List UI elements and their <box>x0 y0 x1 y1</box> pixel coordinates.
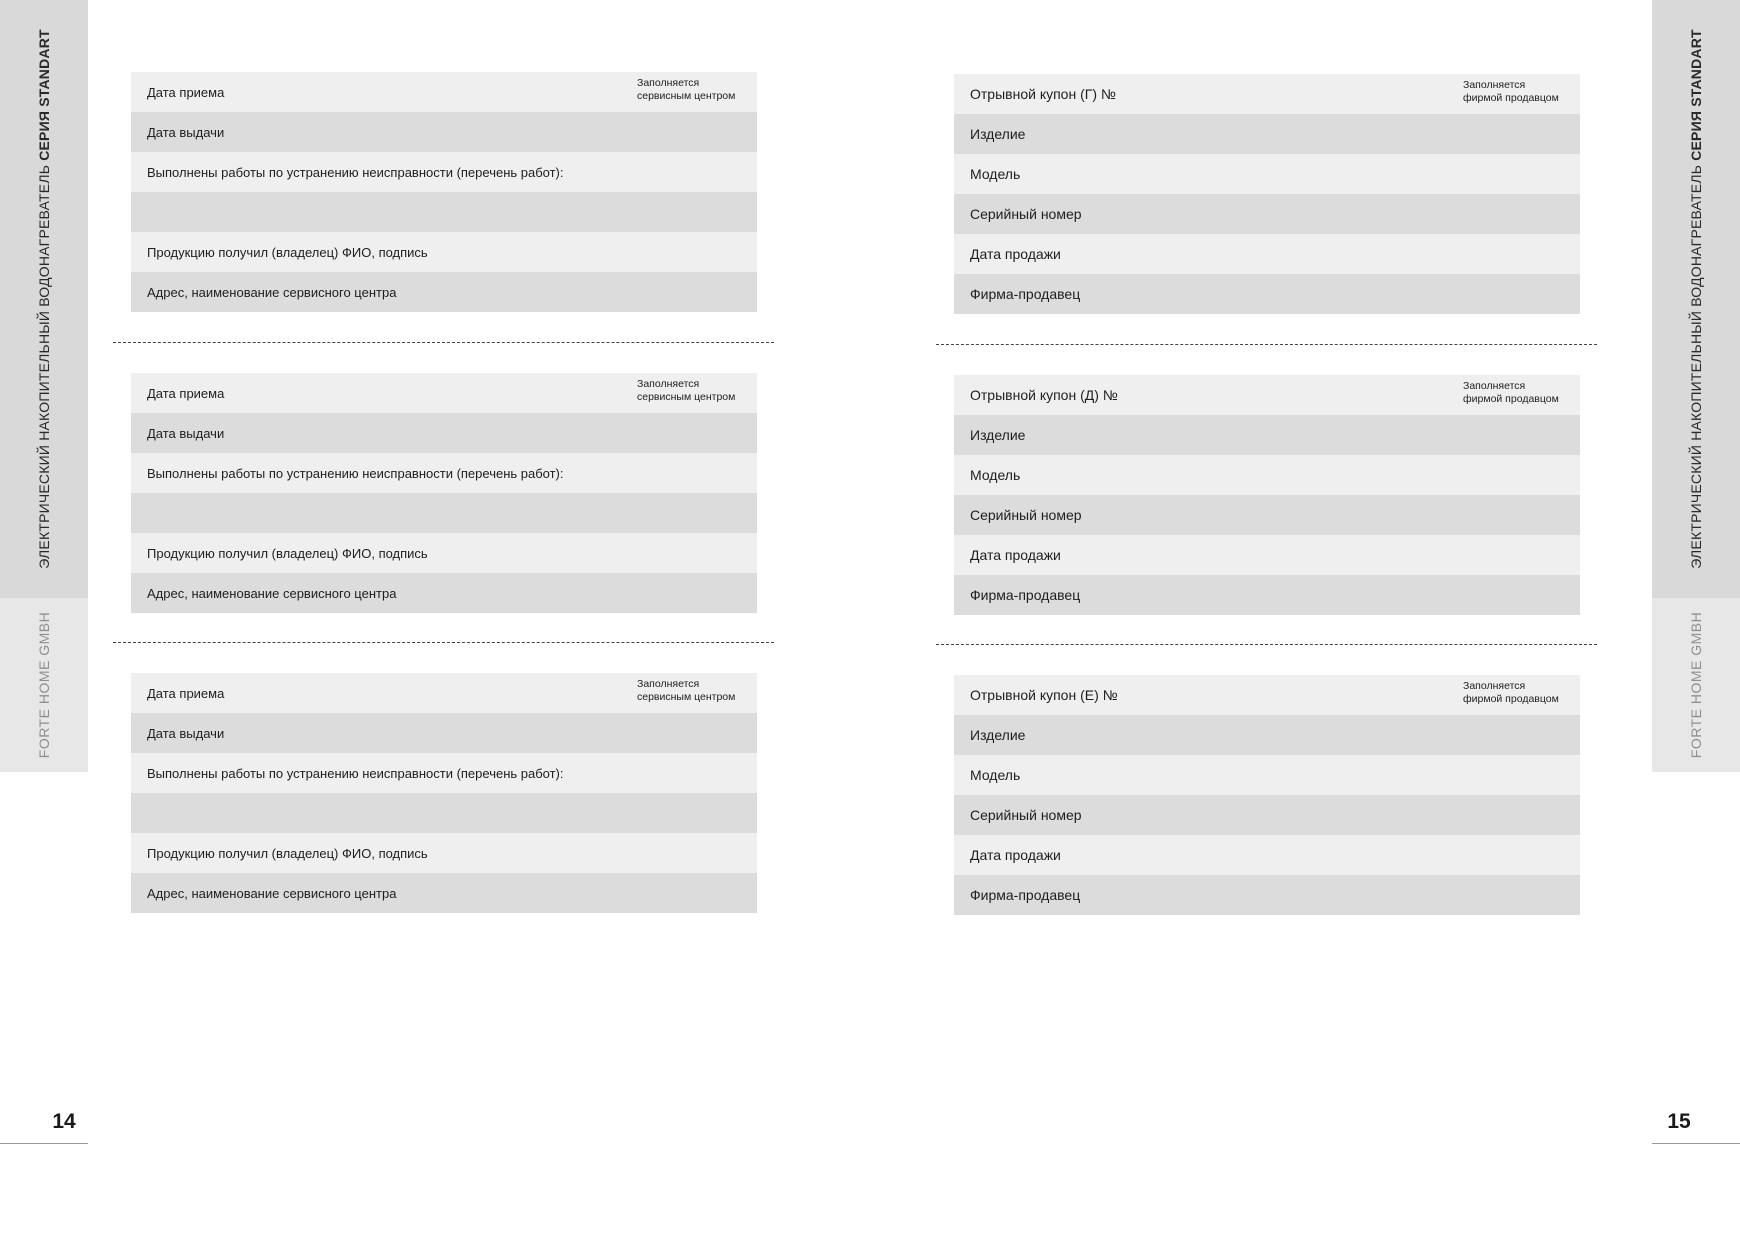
form-row[interactable]: Серийный номер <box>954 194 1580 234</box>
left-page-rule <box>0 1143 88 1144</box>
form-row[interactable]: Дата приема Заполняется сервисным центром <box>131 72 757 112</box>
fill-note: Заполняется фирмой продавцом <box>1463 680 1559 705</box>
form-row[interactable]: Дата выдачи <box>131 713 757 753</box>
form-row-blank[interactable] <box>131 493 757 533</box>
right-vertical-title: ЭЛЕКТРИЧЕСКИЙ НАКОПИТЕЛЬНЫЙ ВОДОНАГРЕВАТЕЛЬ СЕРИЯ STANDART <box>1688 29 1704 569</box>
cut-line <box>936 344 1597 345</box>
service-card <box>131 373 757 613</box>
form-row[interactable]: Дата приема Заполняется сервисным центром <box>131 373 757 413</box>
fill-note: Заполняется сервисным центром <box>637 378 736 403</box>
form-row[interactable]: Фирма-продавец <box>954 575 1580 615</box>
service-card <box>131 72 757 312</box>
form-row[interactable]: Адрес, наименование сервисного центра <box>131 272 757 312</box>
form-row[interactable]: Продукцию получил (владелец) ФИО, подпись <box>131 232 757 272</box>
cut-line <box>113 342 774 343</box>
fill-note: Заполняется сервисным центром <box>637 678 736 703</box>
form-row[interactable]: Модель <box>954 455 1580 495</box>
right-brand-tab <box>1652 598 1740 772</box>
right-brand-label: FORTE HOME GMBH <box>1688 611 1704 759</box>
left-side-tab <box>0 0 88 598</box>
left-brand-tab <box>0 598 88 772</box>
form-row[interactable]: Модель <box>954 154 1580 194</box>
form-row[interactable]: Серийный номер <box>954 795 1580 835</box>
form-row[interactable]: Выполнены работы по устранению неисправности (перечень работ): <box>131 453 757 493</box>
left-page-number: 14 <box>52 1110 76 1133</box>
form-row[interactable]: Серийный номер <box>954 495 1580 535</box>
coupon-card <box>954 375 1580 615</box>
form-row[interactable]: Отрывной купон (Д) № Заполняется фирмой продавцом <box>954 375 1580 415</box>
service-card <box>131 673 757 913</box>
form-row[interactable]: Дата продажи <box>954 835 1580 875</box>
form-row[interactable]: Адрес, наименование сервисного центра <box>131 873 757 913</box>
cut-line <box>936 644 1597 645</box>
form-row[interactable]: Дата выдачи <box>131 413 757 453</box>
form-row[interactable]: Изделие <box>954 715 1580 755</box>
form-row[interactable]: Дата приема Заполняется сервисным центром <box>131 673 757 713</box>
coupon-card <box>954 74 1580 314</box>
fill-note: Заполняется фирмой продавцом <box>1463 79 1559 104</box>
form-row[interactable]: Дата выдачи <box>131 112 757 152</box>
right-page-number: 15 <box>1667 1110 1691 1133</box>
form-row[interactable]: Дата продажи <box>954 535 1580 575</box>
coupon-card <box>954 675 1580 915</box>
form-row[interactable]: Изделие <box>954 114 1580 154</box>
form-row-blank[interactable] <box>131 192 757 232</box>
form-row[interactable]: Дата продажи <box>954 234 1580 274</box>
left-brand-label: FORTE HOME GMBH <box>36 611 52 759</box>
form-row[interactable]: Адрес, наименование сервисного центра <box>131 573 757 613</box>
right-side-tab <box>1652 0 1740 598</box>
form-row[interactable]: Фирма-продавец <box>954 875 1580 915</box>
left-vertical-title: ЭЛЕКТРИЧЕСКИЙ НАКОПИТЕЛЬНЫЙ ВОДОНАГРЕВАТЕЛЬ СЕРИЯ STANDART <box>36 29 52 569</box>
fill-note: Заполняется фирмой продавцом <box>1463 380 1559 405</box>
form-row[interactable]: Выполнены работы по устранению неисправности (перечень работ): <box>131 152 757 192</box>
form-row[interactable]: Изделие <box>954 415 1580 455</box>
fill-note: Заполняется сервисным центром <box>637 77 736 102</box>
form-row[interactable]: Модель <box>954 755 1580 795</box>
form-row[interactable]: Продукцию получил (владелец) ФИО, подпись <box>131 533 757 573</box>
cut-line <box>113 642 774 643</box>
form-row[interactable]: Отрывной купон (Г) № Заполняется фирмой продавцом <box>954 74 1580 114</box>
form-row[interactable]: Отрывной купон (Е) № Заполняется фирмой продавцом <box>954 675 1580 715</box>
form-row[interactable]: Фирма-продавец <box>954 274 1580 314</box>
form-row-blank[interactable] <box>131 793 757 833</box>
form-row[interactable]: Выполнены работы по устранению неисправности (перечень работ): <box>131 753 757 793</box>
form-row[interactable]: Продукцию получил (владелец) ФИО, подпись <box>131 833 757 873</box>
right-page-rule <box>1652 1143 1740 1144</box>
